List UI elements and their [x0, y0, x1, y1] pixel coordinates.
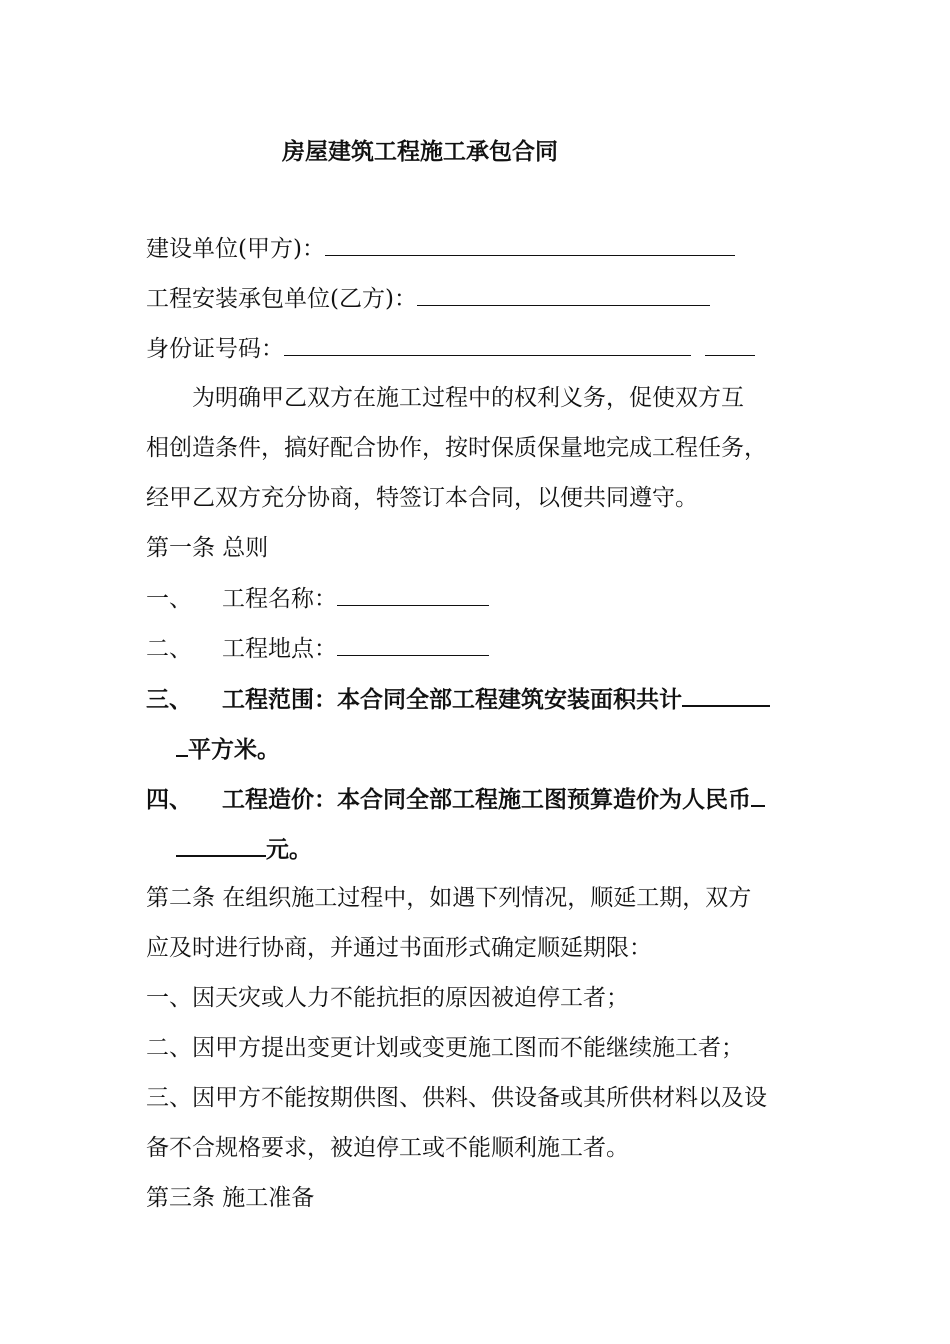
id-number-blank-extra[interactable]	[705, 333, 755, 356]
cost-blank-cont[interactable]	[176, 833, 266, 857]
area-blank[interactable]	[682, 683, 770, 707]
article-2-line-1: 第二条 在组织施工过程中，如遇下列情况，顺延工期，双方	[146, 885, 752, 911]
article-2-line-2: 应及时进行协商，并通过书面形式确定顺延期限：	[146, 935, 652, 961]
party-a-blank[interactable]	[325, 233, 735, 256]
article-1-item-4	[146, 783, 765, 815]
article-1-item-3	[146, 683, 770, 715]
intro-line-3: 经甲乙双方充分协商，特签订本合同，以便共同遵守。	[146, 485, 698, 511]
article-2-item-3: 三、因甲方不能按期供图、供料、供设备或其所供材料以及设	[146, 1085, 767, 1111]
article-1-item-3-cont	[176, 733, 280, 765]
document-title: 房屋建筑工程施工承包合同	[282, 138, 558, 165]
article-1-item-1	[146, 583, 489, 614]
project-location-blank[interactable]	[337, 633, 489, 656]
article-1-item-2	[146, 633, 489, 664]
item-number: 一、	[146, 586, 192, 612]
article-3-heading: 第三条 施工准备	[146, 1185, 315, 1211]
project-name-label: 工程名称：	[222, 586, 337, 612]
intro-line-1: 为明确甲乙双方在施工过程中的权利义务，促使双方互	[192, 385, 744, 411]
project-cost-text: 工程造价：本合同全部工程施工图预算造价为人民币	[222, 786, 751, 813]
article-1-item-4-cont	[176, 833, 312, 865]
article-2-item-3-cont: 备不合规格要求，被迫停工或不能顺利施工者。	[146, 1135, 629, 1161]
article-1-heading: 第一条 总则	[146, 535, 269, 561]
article-2-item-1: 一、因天灾或人力不能抗拒的原因被迫停工者；	[146, 985, 629, 1011]
party-a-field	[146, 233, 735, 264]
item-number: 四、	[146, 786, 192, 813]
party-b-label: 工程安装承包单位(乙方)：	[146, 286, 417, 312]
intro-line-2: 相创造条件，搞好配合协作，按时保质保量地完成工程任务，	[146, 435, 767, 461]
project-scope-text: 工程范围：本合同全部工程建筑安装面积共计	[222, 686, 682, 713]
item-number: 二、	[146, 636, 192, 662]
cost-unit: 元。	[266, 836, 312, 863]
article-2-item-2: 二、因甲方提出变更计划或变更施工图而不能继续施工者；	[146, 1035, 744, 1061]
item-number: 三、	[146, 686, 192, 713]
project-location-label: 工程地点：	[222, 636, 337, 662]
project-name-blank[interactable]	[337, 583, 489, 606]
cost-blank[interactable]	[751, 783, 765, 807]
id-number-label: 身份证号码：	[146, 336, 284, 362]
id-number-blank[interactable]	[284, 333, 691, 356]
party-b-field	[146, 283, 710, 314]
area-unit: 平方米。	[188, 736, 280, 763]
area-blank-cont[interactable]	[176, 733, 188, 757]
id-number-field	[146, 333, 755, 364]
party-b-blank[interactable]	[417, 283, 710, 306]
party-a-label: 建设单位(甲方)：	[146, 236, 325, 262]
